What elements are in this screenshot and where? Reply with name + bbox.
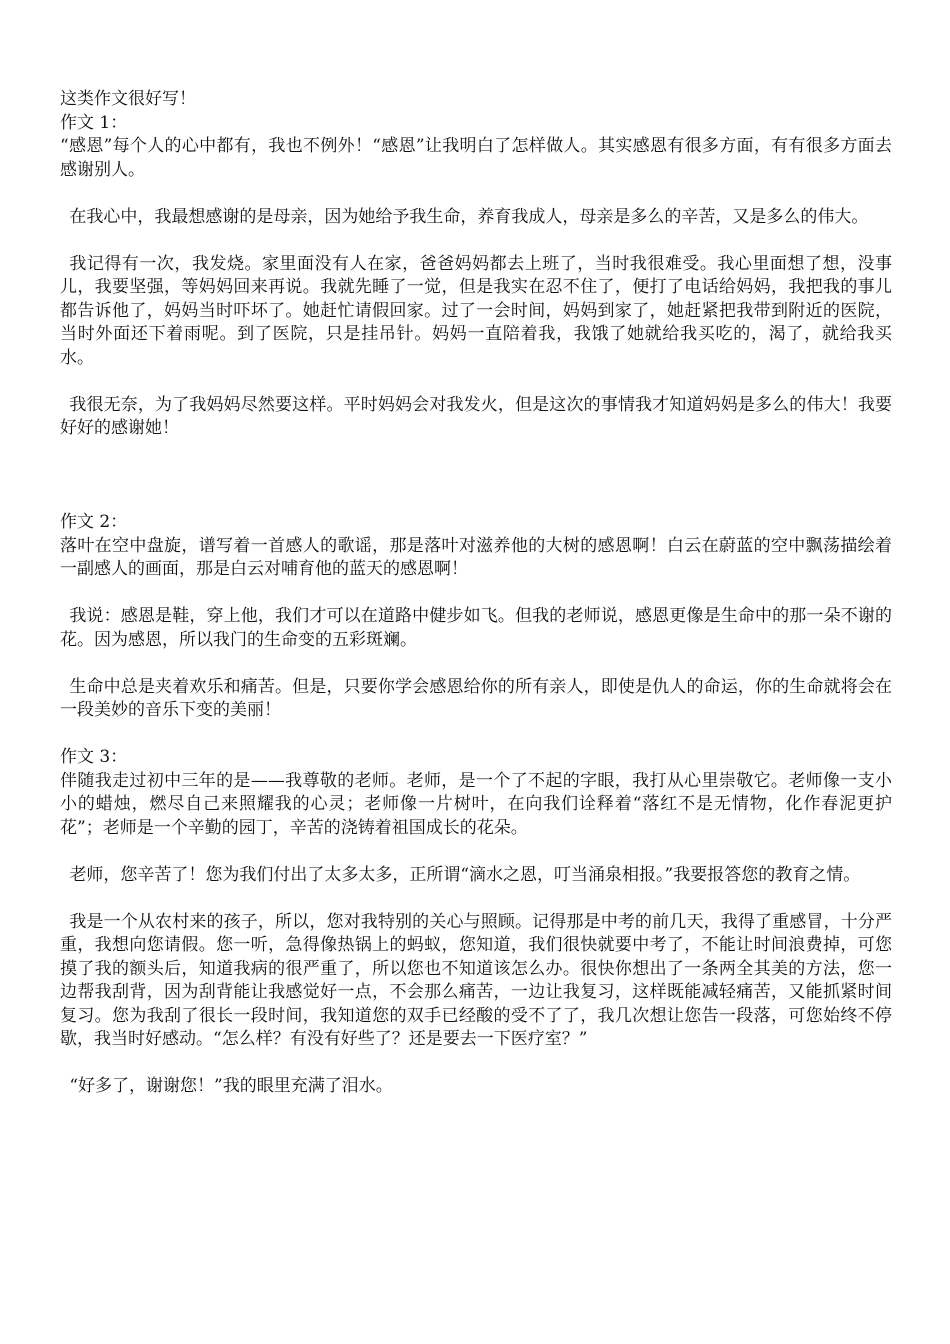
essay1-paragraph-4: 我很无奈，为了我妈妈尽然要这样。平时妈妈会对我发火，但是这次的事情我才知道妈妈是多么的伟大！我要好好的感谢她！ [60,394,892,438]
essay3-paragraph-3: 我是一个从农村来的孩子，所以，您对我特别的关心与照顾。记得那是中考的前几天，我得了重感冒，十分严重，我想向您请假。您一听，急得像热锅上的蚂蚁，您知道，我们很快就要中考了，不能让时间浪费掉，可您摸了我的额头后，知道我病的很严重了，所以您也不知道该怎么办。很快你想出了一条两全其美的方法，您一边帮我刮背，因为刮背能让我感觉好一点，不会那么痛苦，一边让我复习，这样既能减轻痛苦，又能抓紧时间复习。您为我刮了很长一段时间，我知道您的双手已经酸的受不了了，我几次想让您告一段落，可您始终不停歇，我当时好感动。“怎么样？有没有好些了？还是要去一下医疗室？” [60,911,892,1049]
essay3-paragraph-1: 伴随我走过初中三年的是——我尊敬的老师。老师，是一个了不起的字眼，我打从心里崇敬它。老师像一支小小的蜡烛，燃尽自己来照耀我的心灵；老师像一片树叶，在向我们诠释着“落红不是无情物，化作春泥更护花”；老师是一个辛勤的园丁，辛苦的浇铸着祖国成长的花朵。 [60,770,892,838]
paragraph-gap [60,840,892,864]
essay1-heading: 作文 1： [60,112,128,133]
paragraph-gap [60,370,892,394]
document-page [60,88,892,1099]
essay2-paragraph-1: 落叶在空中盘旋，谱写着一首感人的歌谣，那是落叶对滋养他的大树的感恩啊！白云在蔚蓝的空中飘荡描绘着一副感人的画面，那是白云对哺育他的蓝天的感恩啊！ [60,535,892,579]
essay1-paragraph-3: 我记得有一次，我发烧。家里面没有人在家，爸爸妈妈都去上班了，当时我很难受。我心里面想了想，没事儿，我要坚强，等妈妈回来再说。我就先睡了一觉，但是我实在忍不住了，便打了电话给妈妈，我把我的事儿都告诉他了，妈妈当时吓坏了。她赶忙请假回家。过了一会时间，妈妈到家了，她赶紧把我带到附近的医院，当时外面还下着雨呢。到了医院，只是挂吊针。妈妈一直陪着我，我饿了她就给我买吃的，渴了，就给我买水。 [60,253,892,368]
paragraph-gap [60,182,892,206]
section-gap [60,441,892,512]
essay1-paragraph-2: 在我心中，我最想感谢的是母亲，因为她给予我生命，养育我成人，母亲是多么的辛苦，又是多么的伟大。 [69,206,869,227]
essay2-heading: 作文 2： [60,512,128,532]
intro-line: 这类作文很好写！ [60,89,196,109]
paragraph-gap [60,229,892,253]
section-gap [60,723,892,747]
paragraph-gap [60,1052,892,1076]
essay3-paragraph-4: “好多了，谢谢您！”我的眼里充满了泪水。 [69,1076,393,1096]
paragraph-gap [60,652,892,676]
essay2-paragraph-2: 我说：感恩是鞋，穿上他，我们才可以在道路中健步如飞。但我的老师说，感恩更像是生命中的那一朵不谢的花。因为感恩，所以我门的生命变的五彩斑斓。 [60,606,892,650]
paragraph-gap [60,582,892,606]
essay1-paragraph-1: “感恩”每个人的心中都有，我也不例外！“感恩”让我明白了怎样做人。其实感恩有很多方面，有有很多方面去感谢别人。 [60,136,892,180]
essay3-heading: 作文 3： [60,747,128,767]
essay2-paragraph-3: 生命中总是夹着欢乐和痛苦。但是，只要你学会感恩给你的所有亲人，即使是仇人的命运，你的生命就将会在一段美妙的音乐下变的美丽！ [60,676,892,720]
essay3-paragraph-2: 老师，您辛苦了！您为我们付出了太多太多，正所谓“滴水之恩，叮当涌泉相报。”我要报答您的教育之情。 [69,864,861,885]
paragraph-gap [60,887,892,911]
